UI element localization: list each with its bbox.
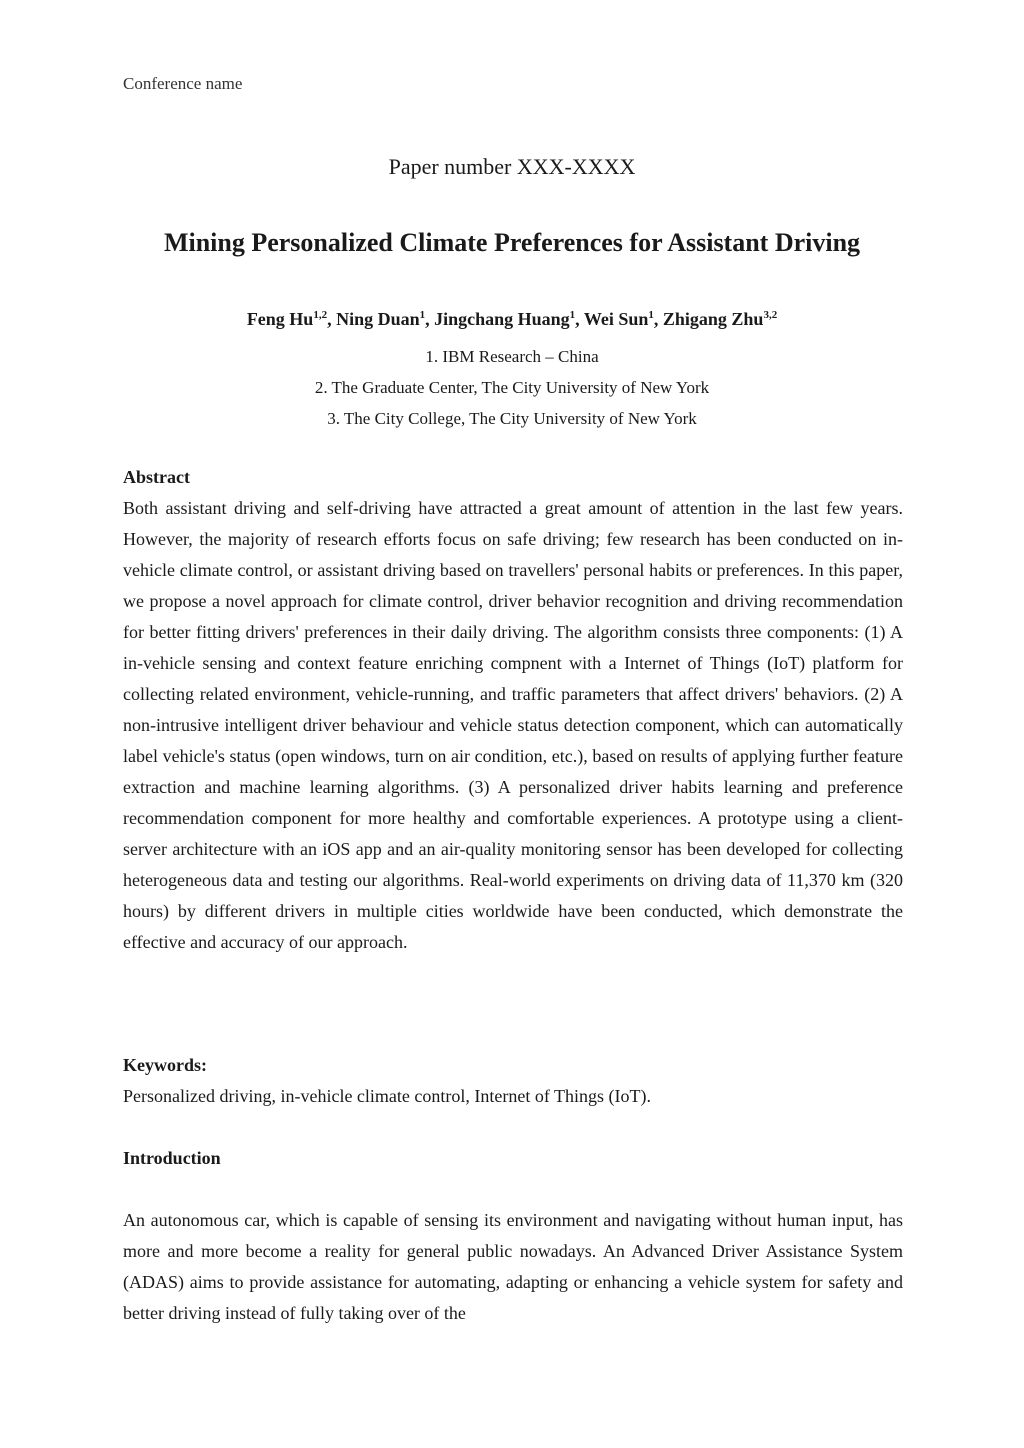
introduction-heading-block: [123, 1143, 903, 1174]
affiliation-line: 1. IBM Research – China: [425, 347, 599, 366]
introduction-heading: Introduction: [123, 1148, 221, 1168]
introduction-text: An autonomous car, which is capable of sensing its environment and navigating without human input, has more and more become a reality for general public nowadays. An Advanced Driver Assistance System (ADAS) aims to provide assistance for automating, adapting or enhancing a vehicle system for safety and better driving instead of fully taking over of the: [123, 1210, 903, 1323]
author-name: Wei Sun: [583, 309, 649, 329]
paper-number: Paper number XXX-XXXX: [388, 154, 636, 179]
keywords-text: Personalized driving, in-vehicle climate control, Internet of Things (IoT).: [123, 1086, 652, 1106]
author-affiliation-marker: 1: [419, 309, 426, 321]
keywords-section: [123, 1050, 903, 1112]
author-name: Feng Hu: [246, 309, 314, 329]
abstract-heading: Abstract: [123, 467, 190, 487]
author-name: Ning Duan: [336, 309, 420, 329]
author-affiliation-marker: 3,2: [763, 309, 778, 321]
author-name: Jingchang Huang: [434, 309, 570, 329]
author-separator: ,: [327, 309, 337, 329]
author-separator: ,: [575, 309, 584, 329]
abstract-section: [123, 462, 903, 958]
introduction-section: [123, 1205, 903, 1329]
affiliation-list: [0, 341, 1024, 434]
author-affiliation-marker: 1: [569, 309, 576, 321]
keywords-heading: Keywords:: [123, 1055, 207, 1075]
paper-title: Mining Personalized Climate Preferences for Assistant Driving: [163, 228, 861, 257]
author-affiliation-marker: 1,2: [313, 309, 328, 321]
abstract-text: Both assistant driving and self-driving have attracted a great amount of attention in the last few years. However, the majority of research efforts focus on safe driving; few research has been conducted on in-vehicle climate control, or assistant driving based on travellers' personal habits or preferences. In this paper, we propose a novel approach for climate control, driver behavior recognition and driving recommendation for better fitting drivers' preferences in their daily driving. The algorithm consists three components: (1) A in-vehicle sensing and context feature enriching compnent with a Internet of Things (IoT) platform for collecting related environment, vehicle-running, and traffic parameters that affect drivers' behaviors. (2) A non-intrusive intelligent driver behaviour and vehicle status detection component, which can automatically label vehicle's status (open windows, turn on air condition, etc.), based on results of applying further feature extraction and machine learning algorithms. (3) A personalized driver habits learning and preference recommendation component for more healthy and comfortable experiences. A prototype using a client-server architecture with an iOS app and an air-quality monitoring sensor has been developed for collecting heterogeneous data and testing our algorithms. Real-world experiments on driving data of 11,370 km (320 hours) by different drivers in multiple cities worldwide have been conducted, which demonstrate the effective and accuracy of our approach.: [123, 498, 903, 952]
author-affiliation-marker: 1: [648, 309, 654, 321]
affiliation-line: 3. The City College, The City University of New York: [327, 409, 697, 428]
author-list: [0, 309, 1024, 330]
affiliation-line: 2. The Graduate Center, The City University of New York: [314, 378, 710, 397]
author-separator: ,: [653, 309, 663, 329]
author-separator: ,: [425, 309, 435, 329]
conference-name: Conference name: [123, 74, 243, 93]
author-name: Zhigang Zhu: [662, 309, 764, 329]
